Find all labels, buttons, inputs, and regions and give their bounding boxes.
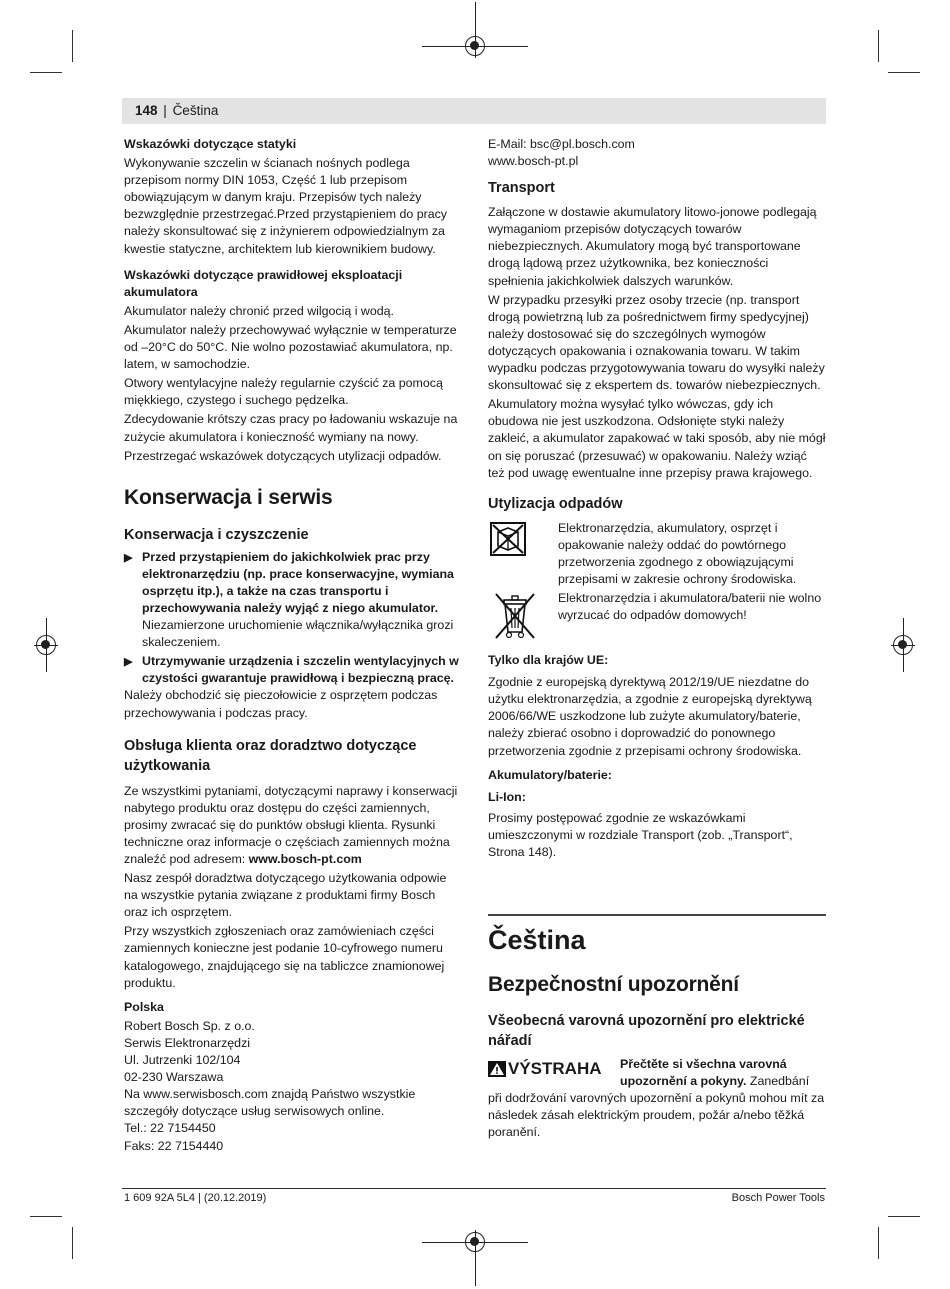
header-bar xyxy=(122,98,826,124)
crop-mark xyxy=(888,72,920,73)
battery-title: Wskazówki dotyczące prawidłowej eksploatacji akumulatora xyxy=(124,267,403,299)
phone: Tel.: 22 7154450 xyxy=(124,1121,216,1136)
header-language: Čeština xyxy=(172,103,219,118)
crop-mark xyxy=(72,1227,73,1259)
address-line: Na www.serwisbosch.com znajdą Państwo wszystkie szczegóły dotyczące usług serwisowych online. xyxy=(124,1087,416,1119)
crop-mark xyxy=(30,72,62,73)
disposal-text: Elektronarzędzia i akumulatora/baterii nie wolno wyrzucać do odpadów domowych! xyxy=(558,591,822,623)
section-divider xyxy=(488,914,826,916)
bullet-item: ▶ Przed przystąpieniem do jakichkolwiek prac przy elektronarzędziu (np. prace konserwacyjne, wymiana osprzętu itp.), a także na czas transportu i przechowywania należy wyjąć z niego akumulator. Niezamierzone uruchomienie włącznika/wyłącznika grozi skaleczeniem. xyxy=(124,549,454,650)
service-text: Nasz zespół doradztwa dotyczącego użytkowania odpowie na wszystkie pytania związane z produktami firmy Bosch oraz ich osprzętem. xyxy=(124,871,447,920)
warning-block xyxy=(488,1056,826,1141)
cleaning-title: Konserwacja i czyszczenie xyxy=(124,526,309,543)
transport-text: W przypadku przesyłki przez osoby trzecie (np. transport drogą powietrzną lub za pośrednictwem firmy spedycyjnej) należy dostosować się do szczególnych wymogów dotyczących opakowania i oznakowania towaru. W takim wypadku podczas przygotowywania towaru do wysyłki należy skonsultować się z ekspertem ds. towarów niebezpiecznych. xyxy=(488,292,825,393)
footer-brand: Bosch Power Tools xyxy=(731,1192,825,1204)
maintenance-title: Konserwacja i serwis xyxy=(124,485,333,509)
address-line: 02-230 Warszawa xyxy=(124,1070,224,1085)
crop-mark xyxy=(878,1227,879,1259)
liion-title: Li-Ion: xyxy=(488,789,526,804)
address-line: Serwis Elektronarzędzi xyxy=(124,1035,251,1050)
crop-mark xyxy=(72,30,73,62)
disposal-title: Utylizacja odpadów xyxy=(488,495,623,512)
registration-mark-icon xyxy=(465,1232,485,1252)
service-title: Obsługa klienta oraz doradztwo dotyczące użytkowania xyxy=(124,737,417,774)
czech-general-title: Všeobecná varovná upozornění pro elektrické nářadí xyxy=(488,1013,805,1049)
battery-text: Akumulator należy chronić przed wilgocią i wodą. xyxy=(124,303,394,318)
bullet-item: ▶ Utrzymywanie urządzenia i szczelin wentylacyjnych w czystości gwarantuje prawidłową i bezpieczną pracę. xyxy=(124,654,459,686)
battery-text: Akumulator należy przechowywać wyłącznie w temperaturze od –20°C do 50°C. Nie wolno pozostawiać akumulatora, np. latem, w samochodzie. xyxy=(124,322,457,372)
disposal-block xyxy=(488,520,826,588)
liion-text: Prosimy postępować zgodnie ze wskazówkami umieszczonymi w rozdziale Transport (zob. „Transport“, Strona 148). xyxy=(488,810,793,859)
left-column xyxy=(124,136,460,1155)
registration-mark-icon xyxy=(465,36,485,56)
eu-title: Tylko dla krajów UE: xyxy=(488,653,609,668)
footer-divider xyxy=(122,1188,826,1189)
crop-mark xyxy=(878,30,879,62)
bullet-triangle-icon: ▶ xyxy=(124,551,133,564)
czech-title: Čeština xyxy=(488,925,586,955)
batteries-title: Akumulatory/baterie: xyxy=(488,767,612,782)
registration-mark-icon xyxy=(893,635,913,655)
service-text: Ze wszystkimi pytaniami, dotyczącymi naprawy i konserwacji nabytego produktu oraz dostępu do części zamiennych, prosimy zwracać się do punktów obsługi klienta. Rysunki techniczne oraz informacje o częściach zamiennych można znaleźć pod adresem: www.bosch-pt.com xyxy=(124,783,458,866)
statics-title: Wskazówki dotyczące statyki xyxy=(124,137,297,151)
disposal-block xyxy=(488,590,826,640)
transport-text: Załączone w dostawie akumulatory litowo-jonowe podlegają wymaganiom przepisów dotyczących towarów niebezpiecznych. Akumulatory mogą być transportowane drogą lądową przez użytkownika, bez konieczności spełnienia jakichkolwiek dalszych warunków. xyxy=(488,205,817,288)
page-header: 148 | Čeština xyxy=(135,103,219,118)
crop-mark xyxy=(888,1216,920,1217)
country-title: Polska xyxy=(124,999,164,1014)
crop-mark xyxy=(30,1216,62,1217)
box-recycle-icon xyxy=(490,522,526,556)
statics-text: Wykonywanie szczelin w ścianach nośnych podlega przepisom normy DIN 1053, Część 1 lub przepisom obowiązującym w danym kraju. Przepisów tych należy bezwzględnie przestrzegać.Przed przystąpieniem do pracy należy skonsultować się z inżynierem odpowiedzialnym za kwestie statyczne, architektem lub kierownikiem budowy. xyxy=(124,156,448,256)
address-line: Ul. Jutrzenki 102/104 xyxy=(124,1053,241,1068)
czech-safety-title: Bezpečnostní upozornění xyxy=(488,973,739,996)
eu-text: Zgodnie z europejską dyrektywą 2012/19/UE niezdatne do użytku elektronarzędzia, a zgodnie z europejską dyrektywą 2006/66/WE uszkodzone lub zużyte akumulatory/baterie, należy zbierać osobno i doprowadzić do ponownego przetworzenia zgodnie z przepisami ochrony środowiska. xyxy=(488,675,812,758)
fax: Faks: 22 7154440 xyxy=(124,1138,224,1153)
website[interactable]: www.bosch-pt.pl xyxy=(488,154,579,169)
warning-text: Přečtěte si všechna varovná upozornění a pokyny. Zanedbání při dodržování varovných upozornění a pokynů mohou mít za následek zásah elektrickým proudem, požár a/nebo těžká poranění. xyxy=(488,1057,825,1140)
service-text: Przy wszystkich zgłoszeniach oraz zamówieniach części zamiennych konieczne jest podanie 10-cyfrowego numeru katalogowego, znajdującego się na tabliczce znamionowej produktu. xyxy=(124,924,445,990)
warning-label: VÝSTRAHA xyxy=(488,1056,620,1082)
email[interactable]: E-Mail: bsc@pl.bosch.com xyxy=(488,137,635,151)
battery-text: Przestrzegać wskazówek dotyczących utylizacji odpadów. xyxy=(124,448,442,463)
battery-text: Otwory wentylacyjne należy regularnie czyścić za pomocą miękkiego, czystego i suchego pędzelka. xyxy=(124,376,443,408)
czech-section xyxy=(488,924,826,1143)
cleaning-note: Należy obchodzić się pieczołowicie z osprzętem podczas przechowywania i podczas pracy. xyxy=(124,688,438,720)
registration-mark-icon xyxy=(36,635,56,655)
right-column xyxy=(488,136,826,863)
bullet-triangle-icon: ▶ xyxy=(124,656,133,669)
warning-triangle-icon xyxy=(488,1061,506,1077)
transport-title: Transport xyxy=(488,180,555,197)
address-line: Robert Bosch Sp. z o.o. xyxy=(124,1018,255,1033)
battery-text: Zdecydowanie krótszy czas pracy po ładowaniu wskazuje na zużycie akumulatora i konieczność wymiany na nowy. xyxy=(124,412,458,444)
disposal-text: Elektronarzędzia, akumulatory, osprzęt i opakowanie należy oddać do powtórnego przetworzenia zgodnego z obowiązującymi przepisami w zakresie ochrony środowiska. xyxy=(558,520,797,586)
service-link[interactable]: www.bosch-pt.com xyxy=(248,852,362,866)
crossed-bin-icon xyxy=(490,590,540,642)
page-number: 148 xyxy=(135,103,158,118)
footer-doc-code: 1 609 92A 5L4 | (20.12.2019) xyxy=(124,1192,267,1204)
transport-text: Akumulatory można wysyłać tylko wówczas, gdy ich obudowa nie jest uszkodzona. Odsłonięte styki należy zakleić, a akumulator zapakować w taki sposób, aby nie mógł on się poruszać (przesuwać) w opakowaniu. Należy wziąć też pod uwagę ewentualne inne przepisy prawa krajowego. xyxy=(488,397,826,480)
